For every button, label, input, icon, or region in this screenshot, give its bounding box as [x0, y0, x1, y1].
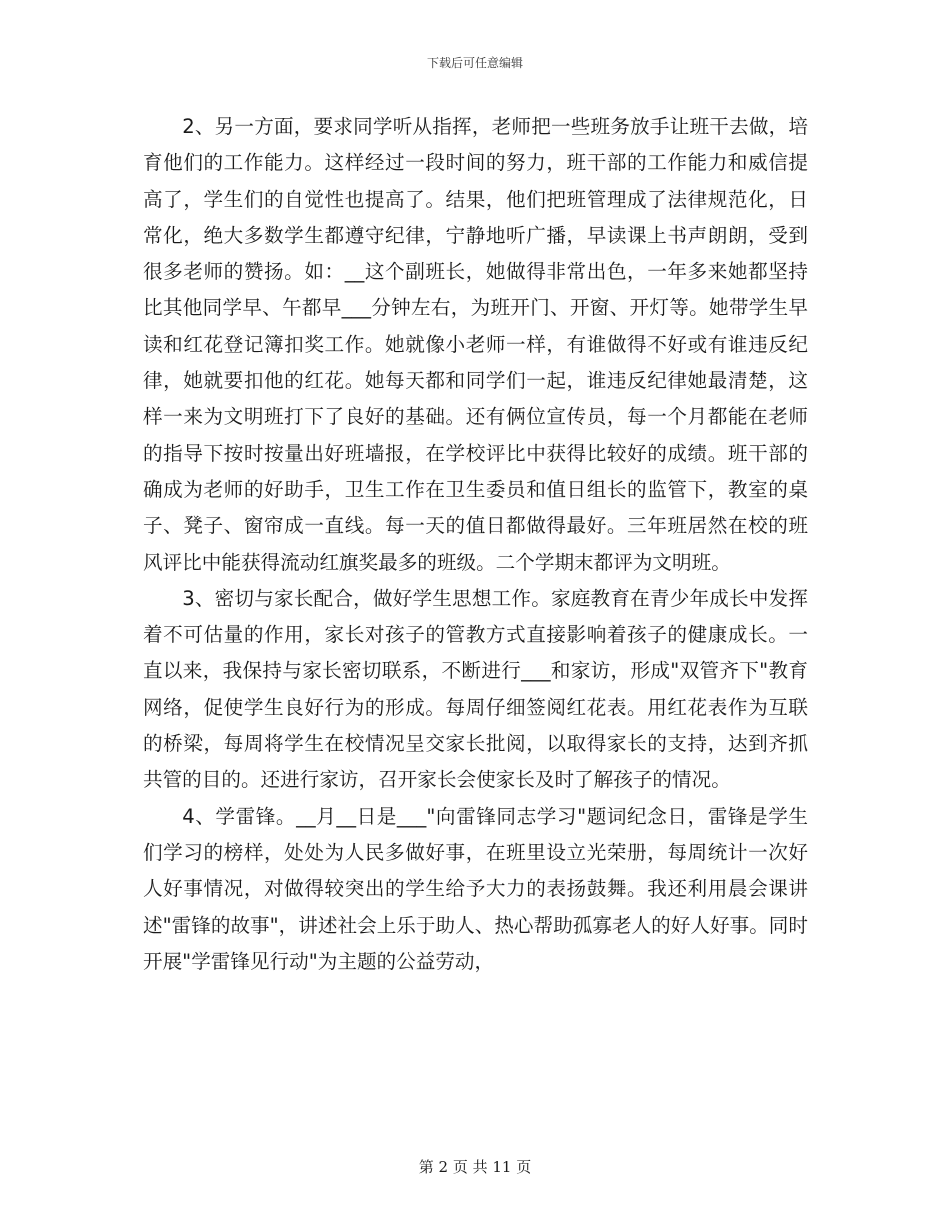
paragraph-4: 4、学雷锋。__月__日是___"向雷锋同志学习"题词纪念日，雷锋是学生们学习的榜样，处处为人民多做好事，在班里设立光荣册，每周统计一次好人好事情况，对做得较突出的学生给予大力的表扬鼓舞。我还利用晨会课讲述"雷锋的故事"，讲述社会上乐于助人、热心帮助孤寡老人的好人好事。同时开展"学雷锋见行动"为主题的公益劳动， [143, 804, 808, 973]
document-body [143, 109, 808, 980]
paragraph-2: 2、另一方面，要求同学听从指挥，老师把一些班务放手让班干去做，培育他们的工作能力。这样经过一段时间的努力，班干部的工作能力和威信提高了，学生们的自觉性也提高了。结果，他们把班管理成了法律规范化，日常化，绝大多数学生都遵守纪律，宁静地听广播，早读课上书声朗朗，受到很多老师的赞扬。如：__这个副班长，她做得非常出色，一年多来她都坚持比其他同学早、午都早___分钟左右，为班开门、开窗、开灯等。她带学生早读和红花登记簿扣奖工作。她就像小老师一样，有谁做得不好或有谁违反纪律，她就要扣他的红花。她每天都和同学们一起，谁违反纪律她最清楚，这样一来为文明班打下了良好的基础。还有俩位宣传员，每一个月都能在老师的指导下按时按量出好班墙报，在学校评比中获得比较好的成绩。班干部的确成为老师的好助手，卫生工作在卫生委员和值日组长的监管下，教室的桌子、凳子、窗帘成一直线。每一天的值日都做得最好。三年班居然在校的班风评比中能获得流动红旗奖最多的班级。二个学期末都评为文明班。 [143, 115, 808, 574]
page-header-note: 下载后可任意编辑 [426, 56, 523, 70]
page-number-footer: 第 2 页 共 11 页 [418, 1158, 532, 1176]
paragraph-3: 3、密切与家长配合，做好学生思想工作。家庭教育在青少年成长中发挥着不可估量的作用，家长对孩子的管教方式直接影响着孩子的健康成长。一直以来，我保持与家长密切联系，不断进行___和家访，形成"双管齐下"教育网络，促使学生良好行为的形成。每周仔细签阅红花表。用红花表作为互联的桥梁，每周将学生在校情况呈交家长批阅，以取得家长的支持，达到齐抓共管的目的。还进行家访，召开家长会使家长及时了解孩子的情况。 [143, 586, 808, 792]
